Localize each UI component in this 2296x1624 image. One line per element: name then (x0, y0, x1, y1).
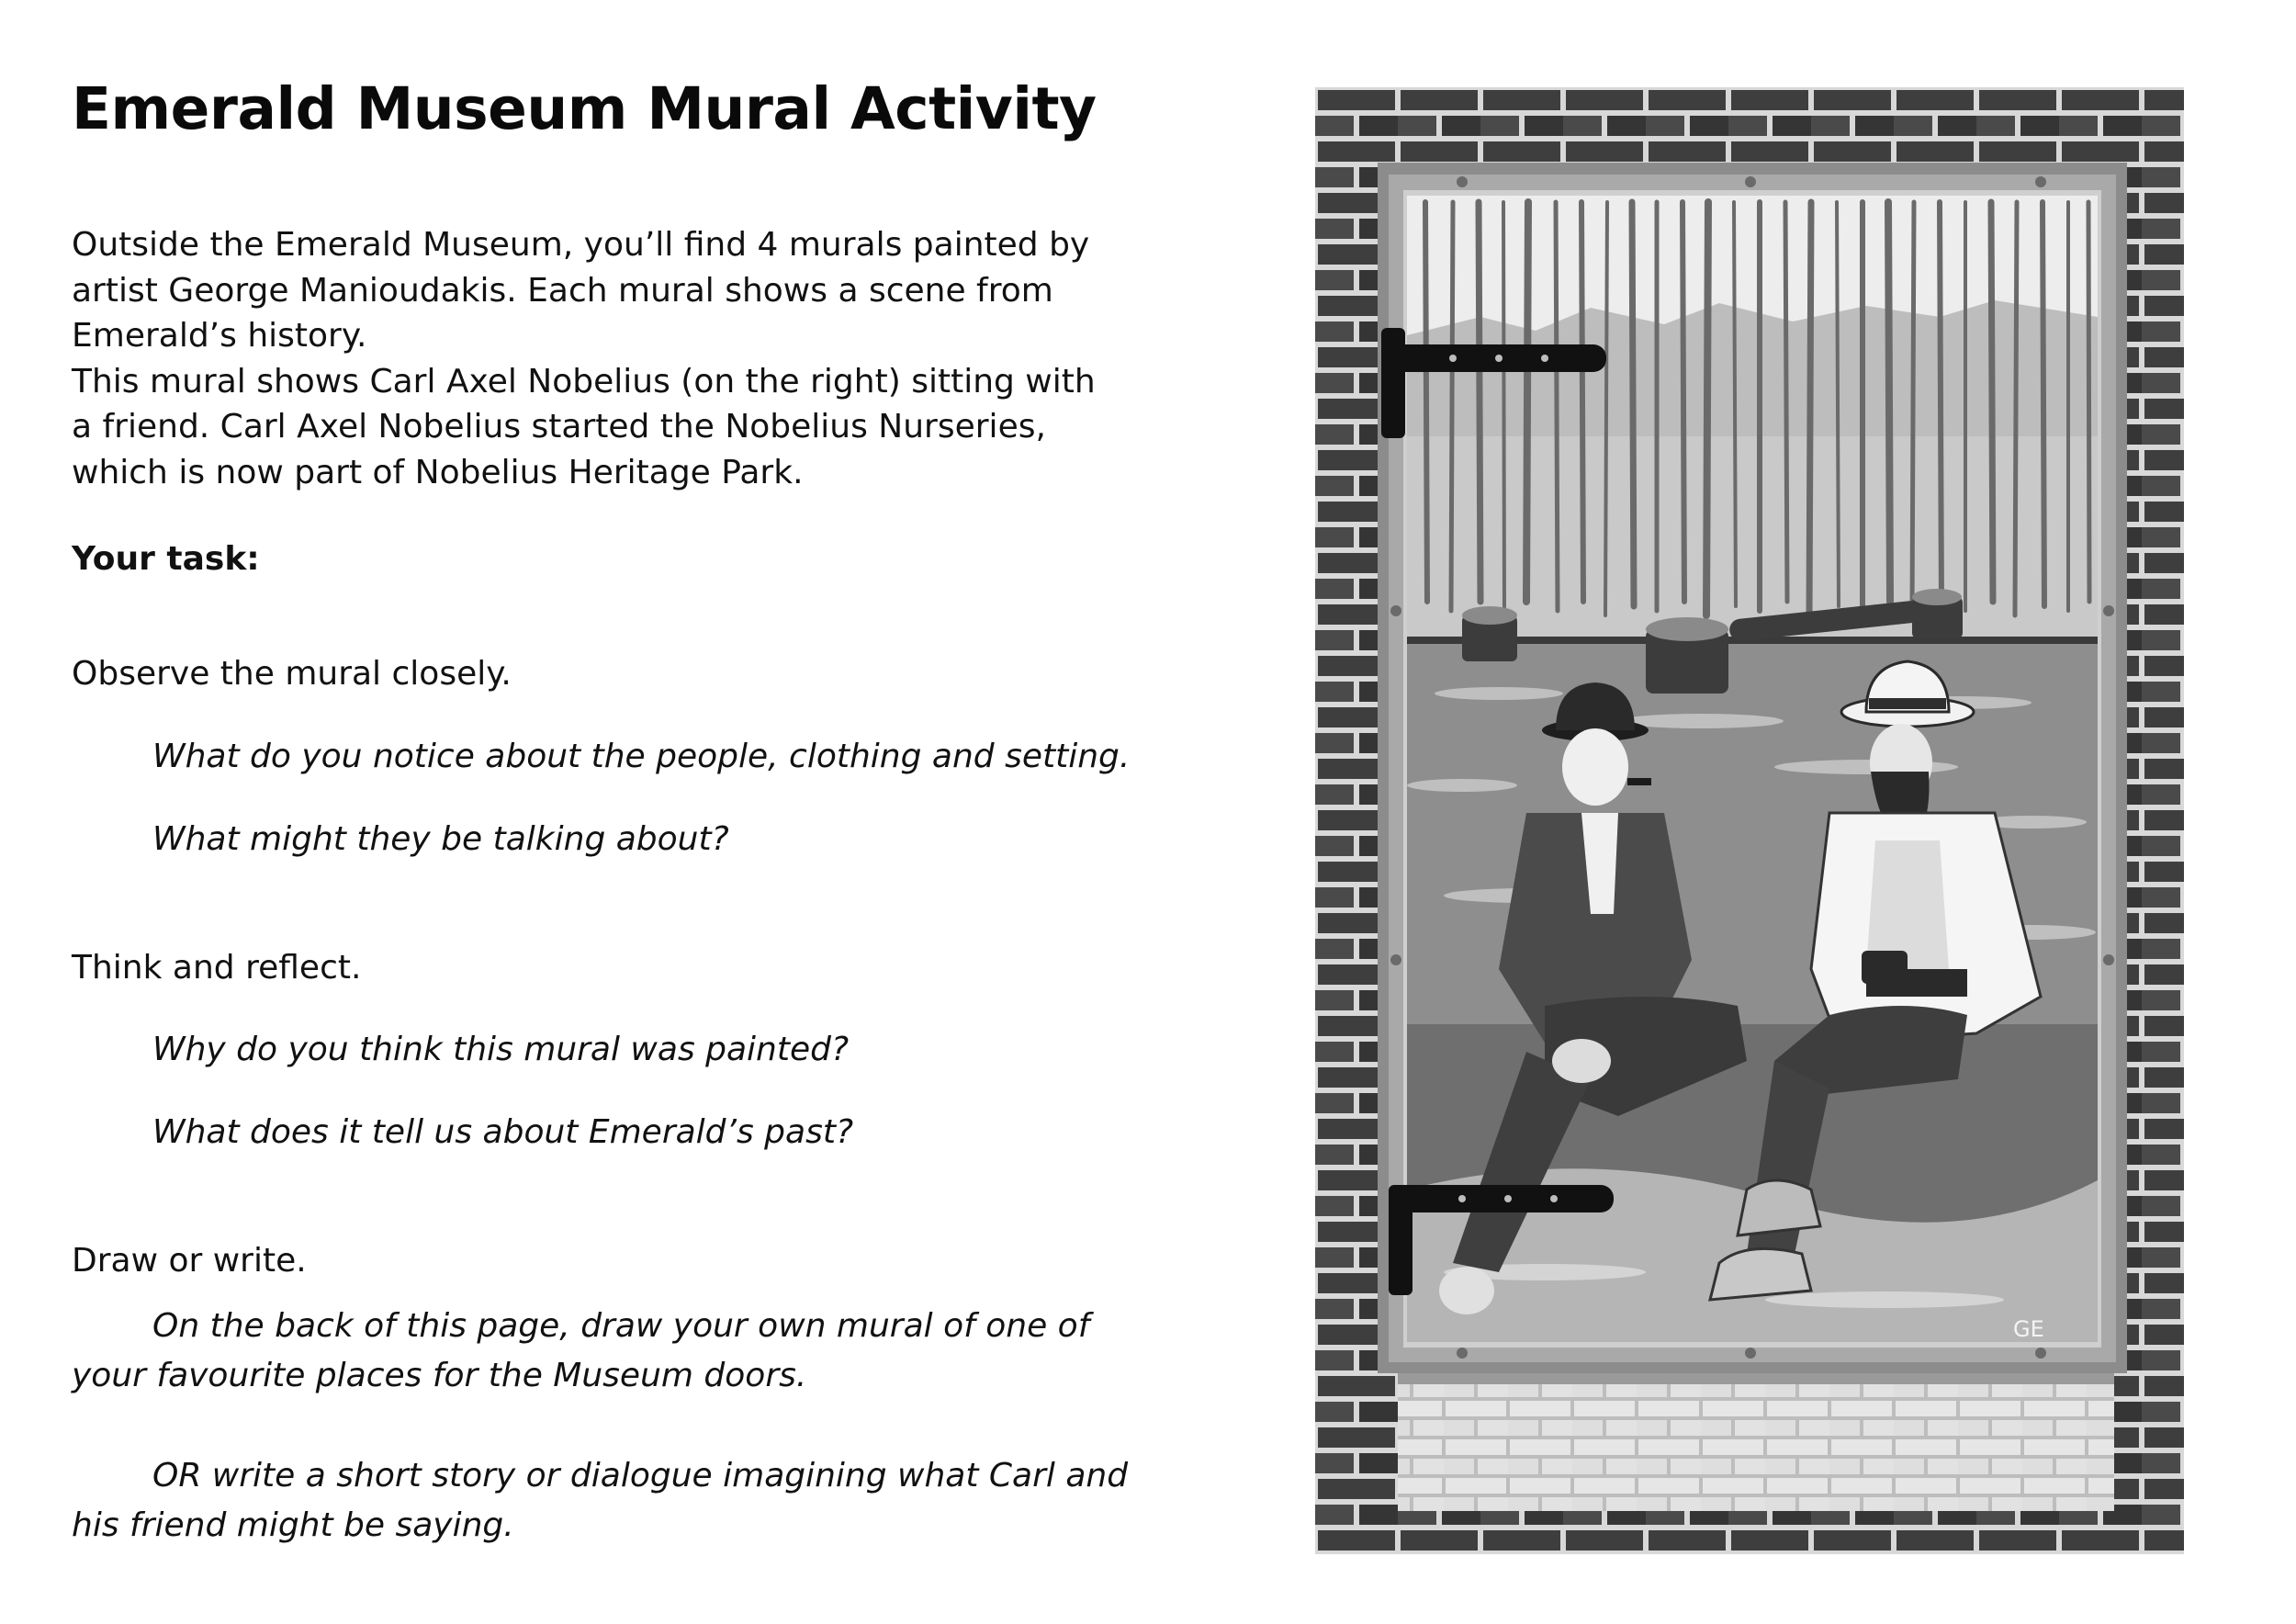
draw-option-1: On the back of this page, draw your own mural of one of your favourite places for the Museum doors. (72, 1307, 1090, 1394)
mural-photo (1315, 87, 2184, 1554)
observe-question-2: What might they be talking about? (152, 820, 729, 858)
observe-question-1: What do you notice about the people, clothing and setting. (152, 738, 1131, 775)
intro-paragraph-1: Outside the Emerald Museum, you’ll find 4 murals painted by artist George Manioudakis. Each mural shows a scene from Emerald’s history. (72, 226, 1090, 355)
observe-heading: Observe the mural closely. (72, 655, 512, 693)
intro-paragraph-2: This mural shows Carl Axel Nobelius (on the right) sitting with a friend. Carl Axel Nobelius started the Nobelius Nurseries, which is now part of Nobelius Heritage Park. (72, 362, 1096, 491)
task-label: Your task: (72, 540, 260, 578)
mural-signature: GE (2013, 1316, 2044, 1342)
think-heading: Think and reflect. (72, 949, 362, 987)
draw-heading: Draw or write. (72, 1242, 307, 1280)
think-question-1: Why do you think this mural was painted? (152, 1031, 850, 1068)
intro-text (72, 222, 1119, 495)
draw-option-2: OR write a short story or dialogue imagining what Carl and his friend might be saying. (72, 1457, 1129, 1544)
think-question-2: What does it tell us about Emerald’s past? (152, 1113, 854, 1151)
page-title: Emerald Museum Mural Activity (72, 75, 1097, 142)
